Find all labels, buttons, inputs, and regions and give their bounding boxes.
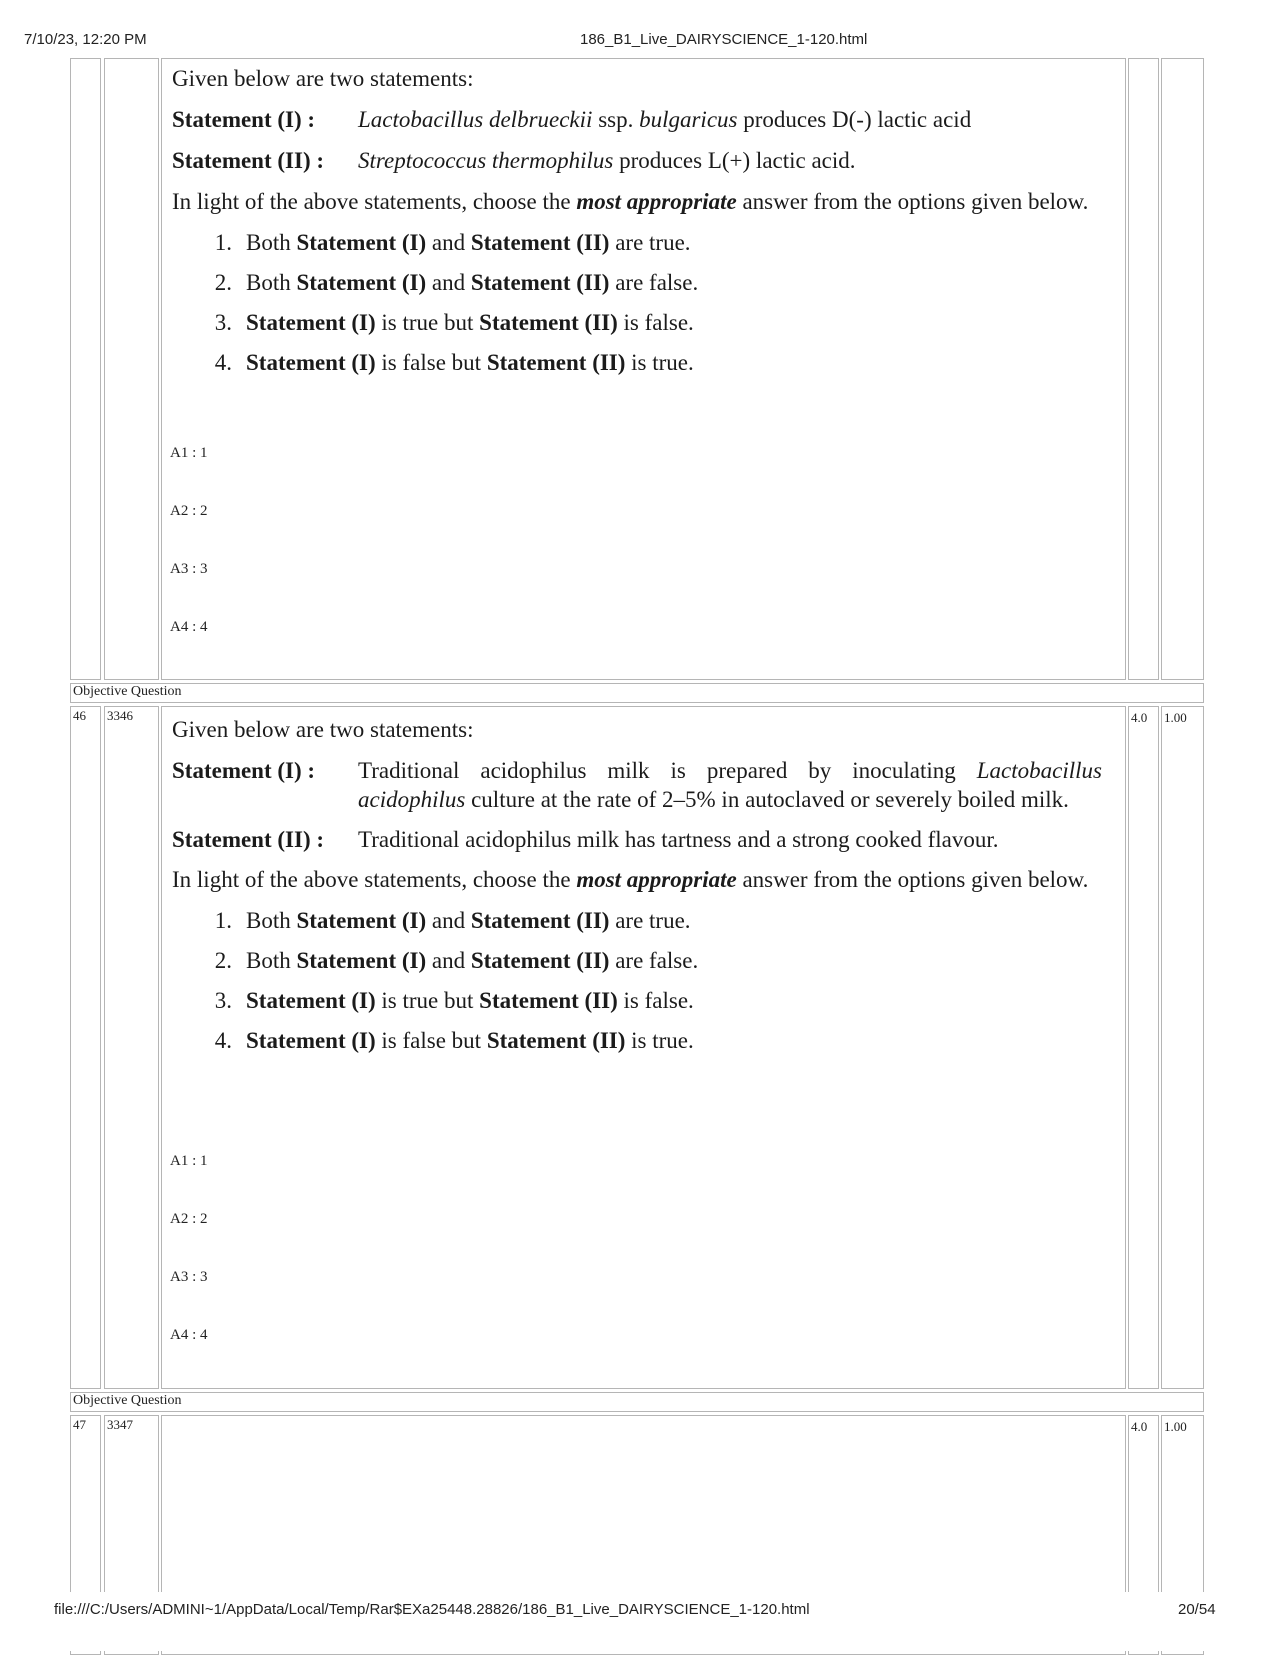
- option-2: 2. Both Statement (I) and Statement (II) are false.: [214, 270, 699, 295]
- q47-question-id: 3347: [107, 1417, 133, 1432]
- q46-qid-cell: [104, 706, 159, 1389]
- file-path: file:///C:/Users/ADMINI~1/AppData/Local/Temp/Rar$EXa25448.28826/186_B1_Live_DAIRYSCIENCE_1-120.html: [54, 1601, 810, 1618]
- statement-1-text: Lactobacillus delbrueckii ssp. bulgaricus produces D(-) lactic acid: [358, 107, 972, 132]
- q45-question: [172, 64, 1102, 377]
- option-1: 1. Both Statement (I) and Statement (II) are true.: [214, 230, 691, 255]
- q46-intro: Given below are two statements:: [172, 717, 474, 742]
- q45-marks-cell: [1128, 58, 1159, 680]
- option-2: 2. Both Statement (I) and Statement (II) are false.: [214, 948, 699, 973]
- q47-serial-number: 47: [73, 1417, 86, 1432]
- q45-answer-1: A1 : 1: [170, 445, 208, 461]
- option-3: 3. Statement (I) is true but Statement (II) is false.: [214, 988, 694, 1013]
- q45-instruction: In light of the above statements, choose the most appropriate answer from the options given below.: [172, 189, 1089, 214]
- q45-intro: Given below are two statements:: [172, 66, 474, 91]
- q45-answer-3: A3 : 3: [170, 561, 208, 577]
- q46-negative-marks: 1.00: [1164, 710, 1187, 725]
- statement-1-text: Traditional acidophilus milk is prepared by inoculating Lactobacillus acidophilus culture at the rate of 2–5% in autoclaved or severely boiled milk.: [358, 758, 1102, 812]
- q47-negative-marks: 1.00: [1164, 1419, 1187, 1434]
- q46-sno-cell: [70, 706, 101, 1389]
- q45-negative-cell: [1161, 58, 1204, 680]
- q46-instruction: In light of the above statements, choose the most appropriate answer from the options given below.: [172, 867, 1089, 892]
- statement-2-label: Statement (II) :: [172, 148, 325, 173]
- q46-answer-2: A2 : 2: [170, 1211, 208, 1227]
- q47-type-label: Objective Question: [73, 1393, 182, 1408]
- option-4: 4. Statement (I) is false but Statement (II) is true.: [214, 350, 694, 375]
- q46-options: [172, 906, 1102, 1055]
- option-3: 3. Statement (I) is true but Statement (II) is false.: [214, 310, 694, 335]
- q46-type-label: Objective Question: [73, 684, 182, 699]
- q46-serial-number: 46: [73, 708, 86, 723]
- q46-statement-1: [172, 756, 1102, 814]
- option-1: 1. Both Statement (I) and Statement (II) are true.: [214, 908, 691, 933]
- statement-2-label: Statement (II) :: [172, 827, 325, 852]
- q45-statement-1: [172, 105, 1102, 134]
- q46-type-row: [70, 683, 1204, 703]
- q47-type-row: [70, 1392, 1204, 1412]
- statement-1-label: Statement (I) :: [172, 107, 316, 132]
- statement-2-text: Traditional acidophilus milk has tartness and a strong cooked flavour.: [358, 827, 999, 852]
- q46-answer-4: A4 : 4: [170, 1327, 208, 1343]
- q45-statement-2: [172, 146, 1102, 175]
- q46-negative-cell: [1161, 706, 1204, 1389]
- statement-1-label: Statement (I) :: [172, 758, 316, 783]
- q46-marks-cell: [1128, 706, 1159, 1389]
- q45-options: [172, 228, 1102, 377]
- q45-sno-cell: [70, 58, 101, 680]
- q46-answer-1: A1 : 1: [170, 1153, 208, 1169]
- q46-question-id: 3346: [107, 708, 133, 723]
- statement-2-text: Streptococcus thermophilus produces L(+) lactic acid.: [358, 148, 856, 173]
- print-datetime: 7/10/23, 12:20 PM: [24, 31, 147, 48]
- page-number: 20/54: [1178, 1601, 1216, 1618]
- print-filename: 186_B1_Live_DAIRYSCIENCE_1-120.html: [580, 31, 868, 48]
- q46-marks: 4.0: [1131, 710, 1148, 725]
- option-4: 4. Statement (I) is false but Statement (II) is true.: [214, 1028, 694, 1053]
- q45-answer-4: A4 : 4: [170, 619, 208, 635]
- q46-answer-3: A3 : 3: [170, 1269, 208, 1285]
- q46-statement-2: [172, 825, 1102, 854]
- q46-question: [172, 715, 1102, 1055]
- q45-answer-2: A2 : 2: [170, 503, 208, 519]
- q45-qid-cell: [104, 58, 159, 680]
- q47-marks: 4.0: [1131, 1419, 1148, 1434]
